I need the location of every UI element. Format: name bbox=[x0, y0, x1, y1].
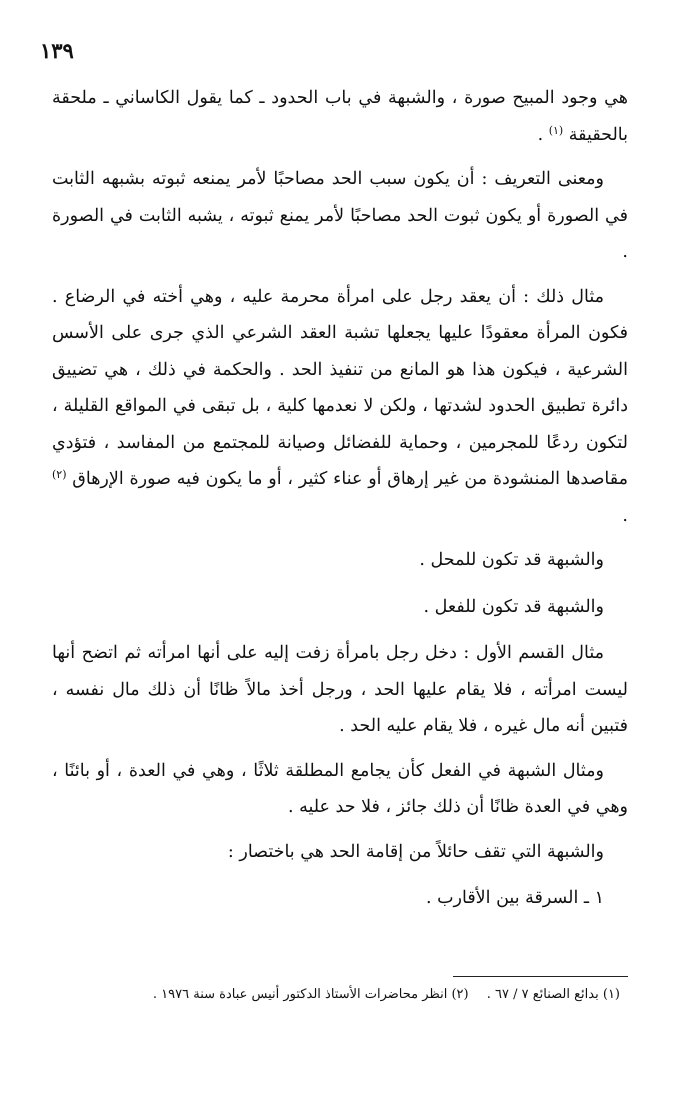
paragraph-5 bbox=[52, 589, 628, 626]
paragraph-6 bbox=[52, 635, 628, 745]
paragraph-text: والشبهة قد تكون للفعل . bbox=[423, 596, 604, 617]
body-text bbox=[52, 80, 628, 927]
paragraph-2 bbox=[52, 161, 628, 271]
footnote-divider bbox=[453, 976, 628, 977]
paragraph-1 bbox=[52, 80, 628, 153]
paragraph-text: ومثال الشبهة في الفعل كأن يجامع المطلقة ثلاثًا ، وهي في العدة ، أو بائنًا ، وهي في العدة ظانًا أن ذلك جائز ، فلا حد عليه . bbox=[52, 760, 628, 817]
paragraph-tail: . bbox=[537, 124, 549, 145]
paragraph-text: والشبهة التي تقف حائلاً من إقامة الحد هي باختصار : bbox=[227, 841, 604, 862]
footnote-ref-1[interactable]: (١) bbox=[548, 123, 564, 137]
paragraph-text: والشبهة قد تكون للمحل . bbox=[419, 550, 604, 570]
paragraph-8 bbox=[52, 834, 628, 871]
paragraph-tail: . bbox=[622, 505, 628, 526]
paragraph-text: مثال ذلك : أن يعقد رجل على امرأة محرمة عليه ، وهي أخته في الرضاع . فكون المرأة معقودًا عليها يجعلها تشبة العقد الشرعي الذي جرى على الأسس الشرعية ، فيكون هذا هو المانع من تنفيذ الحد . والحكمة في ذلك ، هي تضييق دائرة تطبيق الحدود لشدتها ، ولكن لا نعدمها كلية ، بل تبقى في المواقع القليلة ، لتكون ردعًا للمجرمين ، وحماية للفضائل وصيانة للمجتمع من المفاسد ، فتؤدي مقاصدها المنشودة من غير إرهاق أو عناء كثير ، أو ما يكون فيه صورة الإرهاق bbox=[52, 286, 628, 489]
paragraph-text: ومعنى التعريف : أن يكون سبب الحد مصاحبًا لأمر يمنعه ثبوته بشبهه الثابت في الصورة أو يكون ثبوت الحد مصاحبًا لأمر يمنع ثبوته ، يشبه الثابت في الصورة . bbox=[52, 169, 628, 262]
paragraph-4 bbox=[52, 542, 628, 579]
footnote-ref-2[interactable]: (٢) bbox=[52, 468, 67, 481]
footnotes bbox=[52, 984, 620, 1006]
paragraph-text: ١ ـ السرقة بين الأقارب . bbox=[425, 888, 604, 908]
page-number: ١٣٩ bbox=[40, 38, 74, 63]
footnote-1: (١) بدائع الصنائع ٧ / ٦٧ . bbox=[486, 987, 620, 1002]
paragraph-9 bbox=[52, 880, 628, 917]
footnote-2: (٢) انظر محاضرات الأستاذ الدكتور أنيس عبادة سنة ١٩٧٦ . bbox=[152, 987, 469, 1002]
paragraph-3 bbox=[52, 279, 628, 535]
paragraph-text: مثال القسم الأول : دخل رجل بامرأة زفت إليه على أنها امرأته ثم اتضح أنها ليست امرأته ، فلا يقام عليها الحد ، ورجل أخذ مالاً ظانًا أن ذلك مال نفسه ، فتبين أنه مال غيره ، فلا يقام عليه الحد . bbox=[52, 643, 628, 736]
paragraph-text: هي وجود المبيح صورة ، والشبهة في باب الحدود ـ كما يقول الكاساني ـ ملحقة بالحقيقة bbox=[52, 88, 628, 145]
paragraph-7 bbox=[52, 753, 628, 826]
